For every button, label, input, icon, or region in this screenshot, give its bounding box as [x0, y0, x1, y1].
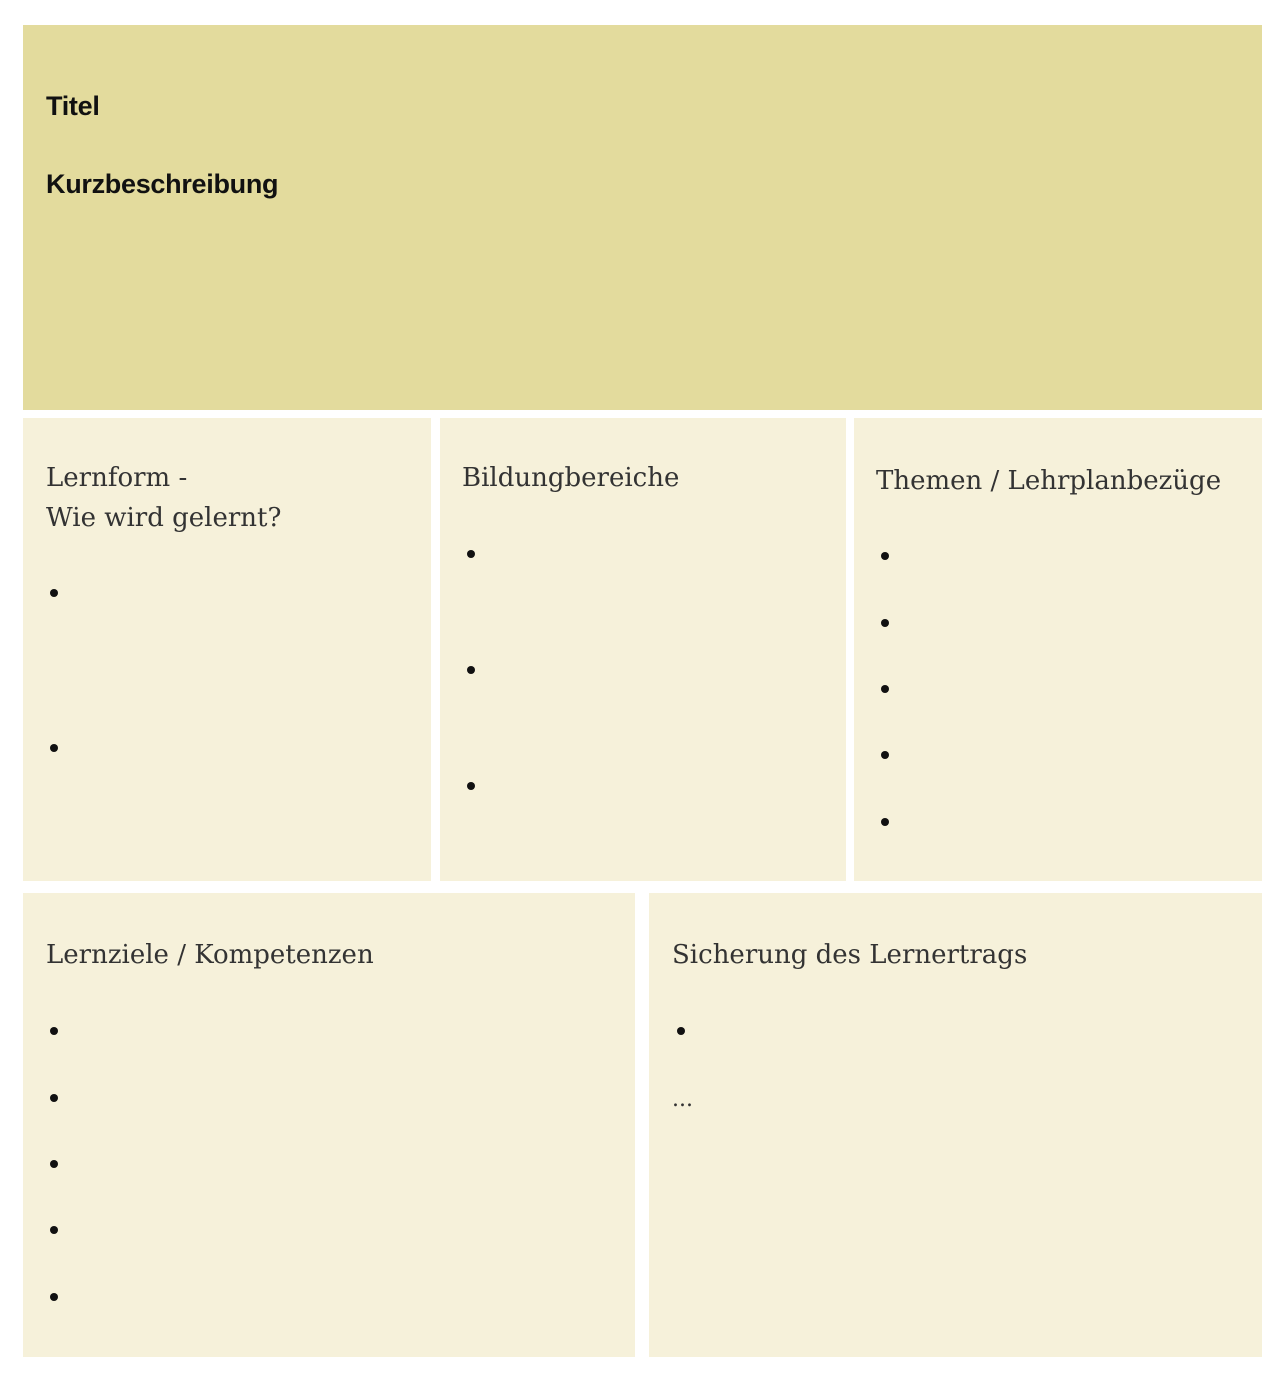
continuation-ellipsis: ...: [672, 1087, 693, 1112]
bullet-point: [881, 685, 889, 693]
bullet-point: [50, 744, 58, 752]
bullet-point: [467, 666, 475, 674]
card-themen-title: Themen / Lehrplanbezüge: [876, 466, 1222, 496]
bullet-point: [50, 1094, 58, 1102]
description-label: Kurzbeschreibung: [46, 169, 279, 199]
title-label: Titel: [46, 91, 100, 121]
card-sicherung: [649, 893, 1262, 1357]
card-bildungsbereiche-title: Bildungbereiche: [462, 463, 680, 493]
bullet-point: [881, 818, 889, 826]
card-sicherung-title: Sicherung des Lernertrags: [672, 940, 1028, 970]
bullet-point: [50, 1226, 58, 1234]
card-bildungsbereiche: [440, 418, 846, 881]
bullet-point: [50, 589, 58, 597]
bullet-point: [50, 1293, 58, 1301]
card-lernziele: [23, 893, 635, 1357]
bullet-point: [467, 782, 475, 790]
card-lernziele-title: Lernziele / Kompetenzen: [46, 940, 374, 970]
card-themen: [854, 418, 1262, 881]
bullet-point: [881, 552, 889, 560]
card-lernform: [23, 418, 431, 881]
bullet-point: [881, 619, 889, 627]
header-panel: [23, 25, 1262, 410]
bullet-point: [677, 1027, 685, 1035]
bullet-point: [467, 550, 475, 558]
bullet-point: [50, 1160, 58, 1168]
bullet-point: [881, 751, 889, 759]
card-lernform-title-line2: Wie wird gelernt?: [46, 503, 282, 533]
bullet-point: [50, 1027, 58, 1035]
card-lernform-title-line1: Lernform -: [46, 463, 188, 493]
